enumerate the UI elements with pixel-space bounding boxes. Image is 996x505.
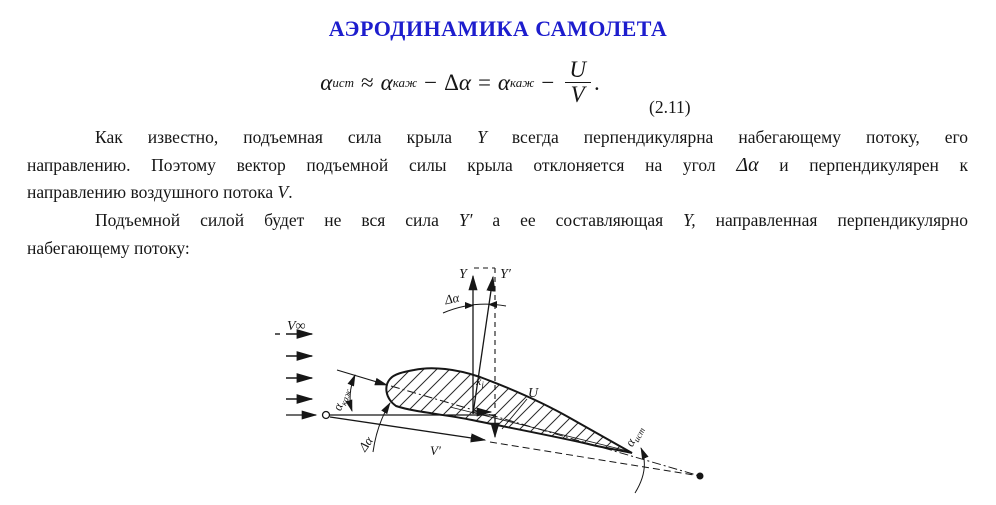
alpha-ist-angle: [622, 422, 647, 493]
v-infinity-label: V∞: [287, 319, 306, 334]
alpha-kazh: α: [380, 69, 393, 95]
delta-alpha-top-angle: [442, 289, 506, 313]
paragraph-1-line-3: направлению воздушного потока V.: [27, 182, 293, 203]
alpha-ist: α: [320, 69, 333, 95]
equation-number: (2.11): [649, 97, 691, 117]
delta-alpha-bottom-angle: [355, 403, 390, 455]
minus-sign-2: −: [541, 69, 555, 95]
y-prime-label: Y′: [500, 267, 511, 282]
minus-sign: −: [424, 69, 438, 95]
paragraph-1: [27, 124, 968, 207]
page-title: АЭРОДИНАМИКА САМОЛЕТА: [328, 16, 668, 41]
airfoil-profile: [386, 368, 632, 453]
x-i-label: $x_i$: [476, 374, 484, 390]
delta-alpha-bottom-label: Δα: [355, 433, 376, 454]
alpha-kazh-2: α: [497, 69, 510, 95]
fraction-u-over-v: $\frac{U}{V}$: [563, 58, 592, 107]
y-label: Y: [459, 267, 467, 282]
paragraph-2-line-1: Подъемной силой будет не вся сила Y′ а ее составляющая Y, направленная перпендикулярно: [95, 210, 968, 230]
alpha-kazh-angle: [329, 375, 355, 413]
period: .: [593, 69, 600, 95]
paragraph-2-line-2: набегающему потоку:: [27, 237, 190, 258]
delta: Δ: [444, 69, 459, 95]
vertex-point: [697, 473, 704, 480]
alpha-ist-label: $\alpha_{ист}$: [621, 425, 648, 449]
airfoil-diagram: [266, 254, 712, 504]
paragraph-1-line-2: направлению. Поэтому вектор подъемной силы крыла отклоняется на угол Δα и перпендикулярен к: [27, 153, 969, 176]
flow-arrows: [275, 334, 312, 399]
u-label: U: [528, 386, 539, 401]
paragraph-1-line-1: Как известно, подъемная сила крыла Y всегда перпендикулярна набегающему потоку, его: [95, 127, 968, 147]
formula-2-11: α ист ≈ α каж − Δ α = α каж − $\frac{U}{V}$ .: [320, 57, 600, 108]
delta-alpha-top-label: Δα: [443, 289, 461, 308]
v-prime-label: V′: [430, 443, 441, 458]
approx-sign: ≈: [361, 69, 374, 95]
equals-sign: =: [477, 69, 491, 95]
alpha-kazh-label: $\alpha_{каж}$: [329, 387, 354, 413]
